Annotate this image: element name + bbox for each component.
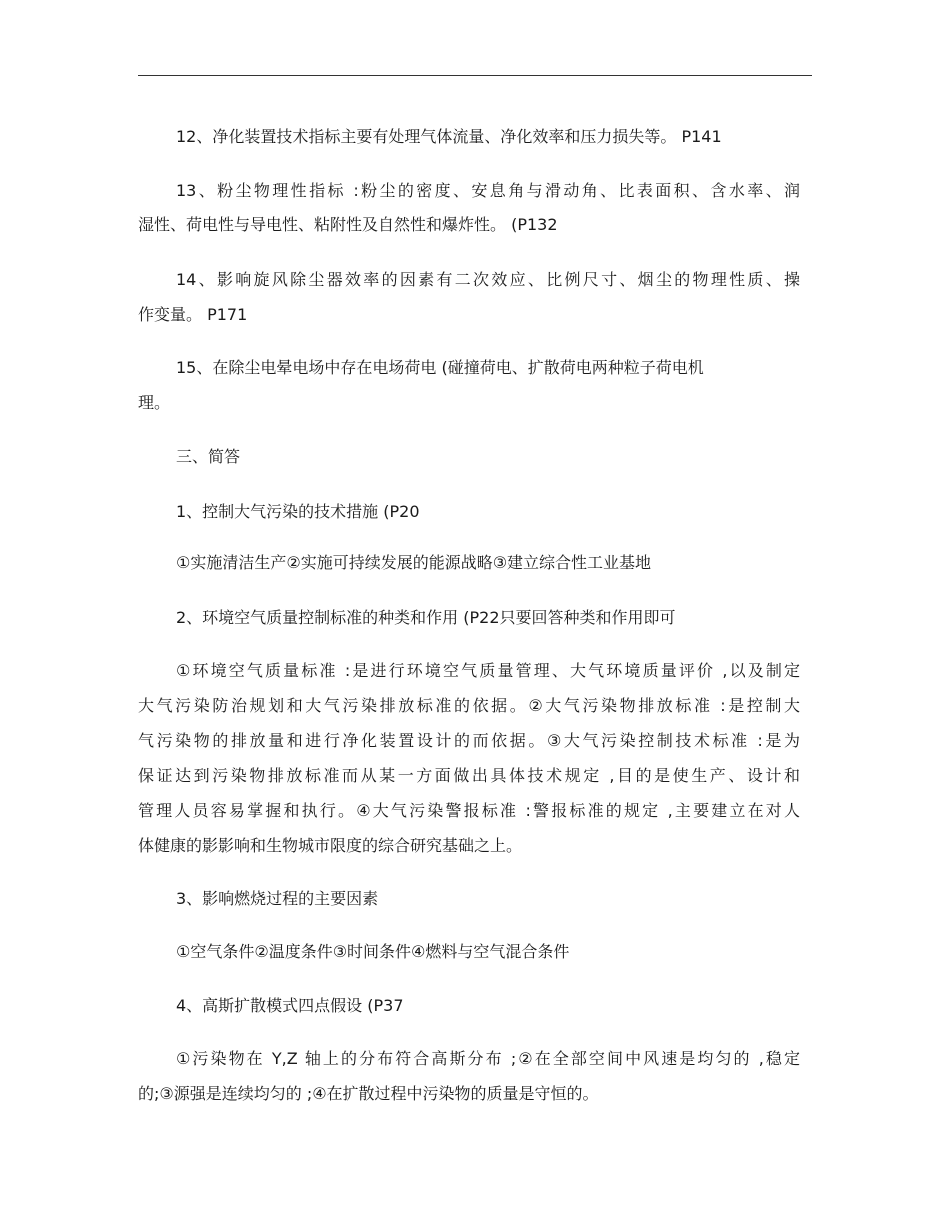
item-14-line-1: 14、影响旋风除尘器效率的因素有二次效应、比例尺寸、烟尘的物理性质、操	[176, 270, 800, 289]
question-3-title: 3、影响燃烧过程的主要因素	[176, 889, 379, 908]
question-2-answer-line-5: 管理人员容易掌握和执行。④大气污染警报标准 :警报标准的规定 ,主要建立在对人	[138, 801, 800, 820]
question-1-title: 1、控制大气污染的技术措施 (P20	[176, 502, 420, 521]
question-1-answer: ①实施清洁生产②实施可持续发展的能源战略③建立综合性工业基地	[176, 553, 652, 572]
question-2-answer-line-3: 气污染物的排放量和进行净化装置设计的而依据。③大气污染控制技术标准 :是为	[138, 731, 800, 750]
question-2-answer-line-2: 大气污染防治规划和大气污染排放标准的依据。②大气污染物排放标准 :是控制大	[138, 696, 800, 715]
section-heading: 三、简答	[176, 447, 241, 466]
question-4-answer-line-1: ①污染物在 Y,Z 轴上的分布符合高斯分布 ;②在全部空间中风速是均匀的 ,稳定	[176, 1049, 800, 1068]
item-12-line-1: 12、净化装置技术指标主要有处理气体流量、净化效率和压力损失等。 P141	[176, 127, 722, 146]
question-3-answer: ①空气条件②温度条件③时间条件④燃料与空气混合条件	[176, 942, 570, 961]
question-4-answer-line-2: 的;③源强是连续均匀的 ;④在扩散过程中污染物的质量是守恒的。	[138, 1084, 599, 1103]
item-15-line-2: 理。	[138, 393, 171, 412]
question-4-title: 4、高斯扩散模式四点假设 (P37	[176, 996, 404, 1015]
item-13-line-1: 13、粉尘物理性指标 :粉尘的密度、安息角与滑动角、比表面积、含水率、润	[176, 181, 800, 200]
item-13-line-2: 湿性、荷电性与导电性、粘附性及自然性和爆炸性。 (P132	[138, 215, 558, 234]
item-14-line-2: 作变量。 P171	[138, 305, 248, 324]
question-2-answer-line-6: 体健康的影影响和生物城市限度的综合研究基础之上。	[138, 836, 523, 855]
question-2-answer-line-1: ①环境空气质量标准 :是进行环境空气质量管理、大气环境质量评价 ,以及制定	[176, 661, 800, 680]
question-2-title: 2、环境空气质量控制标准的种类和作用 (P22只要回答种类和作用即可	[176, 608, 676, 627]
item-15-line-1: 15、在除尘电晕电场中存在电场荷电 (碰撞荷电、扩散荷电两种粒子荷电机	[176, 358, 704, 377]
header-rule	[138, 75, 812, 76]
question-2-answer-line-4: 保证达到污染物排放标准而从某一方面做出具体技术规定 ,目的是使生产、设计和	[138, 766, 800, 785]
